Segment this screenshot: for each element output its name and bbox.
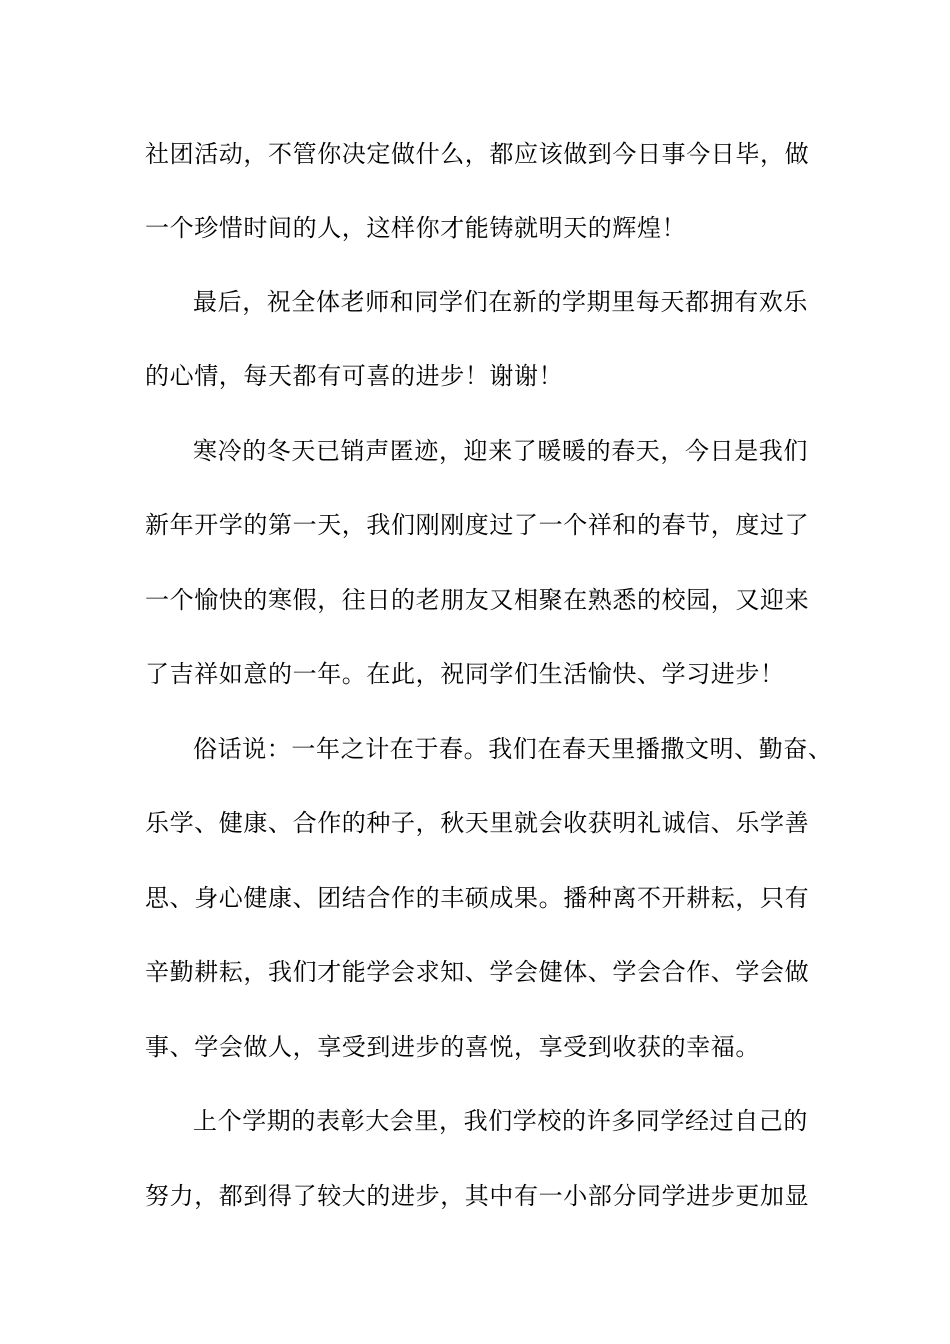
text-line: 思、身心健康、团结合作的丰硕成果。播种离不开耕耘，只有 bbox=[145, 884, 810, 912]
paragraph-start-line: 上个学期的表彰大会里，我们学校的许多同学经过自己的 bbox=[193, 1107, 808, 1135]
text-line: 社团活动，不管你决定做什么，都应该做到今日事今日毕，做 bbox=[145, 140, 810, 168]
text-line: 事、学会做人，享受到进步的喜悦，享受到收获的幸福。 bbox=[145, 1033, 760, 1061]
text-line: 一个珍惜时间的人，这样你才能铸就明天的辉煌！ bbox=[145, 214, 687, 242]
text-line: 了吉祥如意的一年。在此，祝同学们生活愉快、学习进步！ bbox=[145, 660, 785, 688]
text-line: 努力，都到得了较大的进步，其中有一小部分同学进步更加显 bbox=[145, 1182, 810, 1210]
text-line: 辛勤耕耘，我们才能学会求知、学会健体、学会合作、学会做 bbox=[145, 958, 810, 986]
paragraph-start-line: 寒冷的冬天已销声匿迹，迎来了暖暖的春天，今日是我们 bbox=[193, 437, 808, 465]
text-line: 新年开学的第一天，我们刚刚度过了一个祥和的春节，度过了 bbox=[145, 511, 810, 539]
paragraph-start-line: 俗话说：一年之计在于春。我们在春天里播撒文明、勤奋、 bbox=[193, 735, 833, 763]
paragraph-start-line: 最后，祝全体老师和同学们在新的学期里每天都拥有欢乐 bbox=[193, 288, 808, 316]
text-line: 一个愉快的寒假，往日的老朋友又相聚在熟悉的校园，又迎来 bbox=[145, 586, 810, 614]
text-line: 的心情，每天都有可喜的进步！谢谢！ bbox=[145, 362, 564, 390]
text-line: 乐学、健康、合作的种子，秋天里就会收获明礼诚信、乐学善 bbox=[145, 809, 810, 837]
